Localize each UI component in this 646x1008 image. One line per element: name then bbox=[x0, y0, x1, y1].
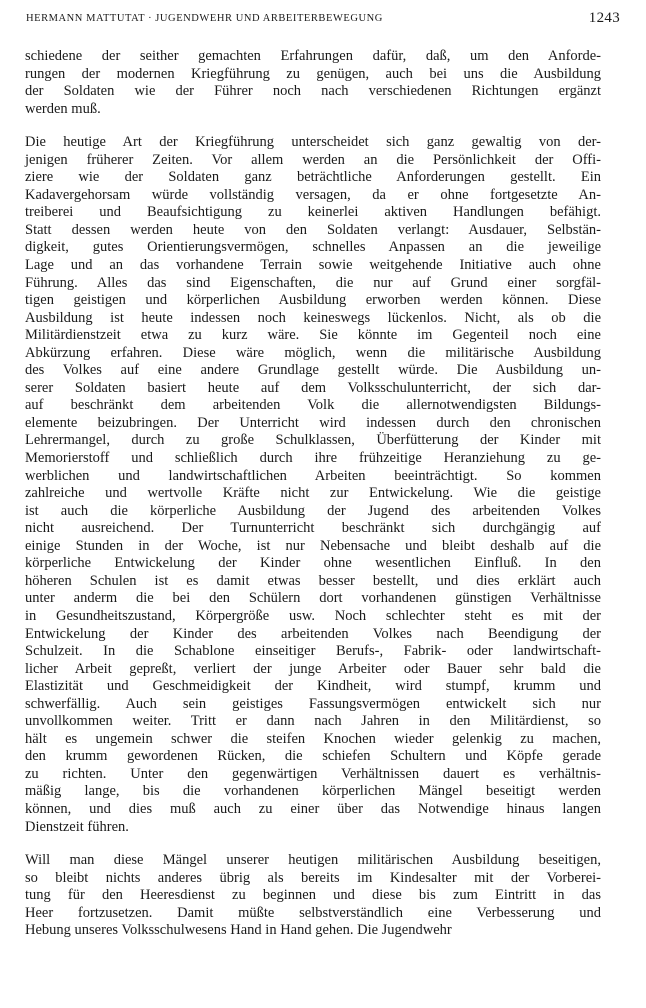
text-line: Militärdienstzeit etwa zu kurz wäre. Sie könnte im Gegenteil noch eine bbox=[25, 327, 601, 344]
text-line: Führung. Alles das sind Eigenschaften, die nur auf Grund einer sorgfäl- bbox=[25, 274, 601, 291]
text-line: Statt dessen werden heute von den Soldaten verlangt: Ausdauer, Selbstän- bbox=[25, 221, 601, 238]
text-line: Lehrermangel, durch zu große Schulklassen, Überfütterung der Kinder mit bbox=[25, 432, 601, 449]
text-line: einige Stunden in der Woche, ist nur Nebensache und bleibt deshalb auf die bbox=[25, 537, 601, 554]
text-line: jenigen früherer Zeiten. Vor allem werden an die Persönlichkeit der Offi- bbox=[25, 151, 601, 168]
text-line: so bleibt nichts anderes übrig als bereits im Kindesalter mit der Vorberei- bbox=[25, 869, 601, 886]
text-line: Will man diese Mängel unserer heutigen militärischen Ausbildung beseitigen, bbox=[25, 852, 601, 869]
text-line: hält es ungemein schwer die steifen Knochen wieder gelenkig zu machen, bbox=[25, 730, 601, 747]
text-line: ziere wie der Soldaten ganz beträchtliche Anforderungen gestellt. Ein bbox=[25, 169, 601, 186]
text-line: unvollkommen weiter. Tritt er dann nach Jahren in den Militärdienst, so bbox=[25, 713, 601, 730]
text-line: auf beschränkt dem arbeitenden Volk die allernotwendigsten Bildungs- bbox=[25, 397, 601, 414]
text-line: unter anderm die bei den Schülern dort vorhandenen günstigen Verhältnisse bbox=[25, 590, 601, 607]
text-line: werden muß. bbox=[25, 100, 101, 117]
text-line: Kadavergehorsam würde vollständig versagen, da er ohne fortgesetzte An- bbox=[25, 186, 601, 203]
paragraph bbox=[25, 48, 601, 118]
text-line: des Volkes auf eine andere Grundlage gestellt würde. Die Ausbildung un- bbox=[25, 362, 601, 379]
text-line: Die heutige Art der Kriegführung unterscheidet sich ganz gewaltig von der- bbox=[25, 134, 601, 151]
paragraph bbox=[25, 134, 601, 836]
text-line: licher Arbeit gepreßt, verliert der junge Arbeiter oder Bauer sehr bald die bbox=[25, 660, 601, 677]
text-line: Lage und an das vorhandene Terrain sowie weitgehende Initiative auch ohne bbox=[25, 257, 601, 274]
text-line: höheren Schulen ist es damit etwas besser bestellt, und dies erklärt auch bbox=[25, 572, 601, 589]
text-line: Dienstzeit führen. bbox=[25, 818, 129, 835]
text-line: nicht ausreichend. Der Turnunterricht beschränkt sich durchgängig auf bbox=[25, 520, 601, 537]
text-line: zu richten. Unter den gegenwärtigen Verhältnissen dauert es verhältnis- bbox=[25, 765, 601, 782]
text-line: schiedene der seither gemachten Erfahrungen dafür, daß, um den Anforde- bbox=[25, 48, 601, 64]
text-line: Entwickelung der Kinder des arbeitenden Volkes nach Beendigung der bbox=[25, 625, 601, 642]
text-line: Hebung unseres Volksschulwesens Hand in Hand gehen. Die Jugendwehr bbox=[25, 922, 452, 939]
text-line: den krumm gewordenen Rücken, die schiefen Schultern und Köpfe gerade bbox=[25, 748, 601, 765]
text-line: Heer fortzusetzen. Damit müßte selbstverständlich eine Verbesserung und bbox=[25, 904, 601, 921]
text-line: serer Soldaten basiert heute auf dem Volksschulunterricht, der sich dar- bbox=[25, 379, 601, 396]
running-title: HERMANN MATTUTAT · JUGENDWEHR UND ARBEITERBEWEGUNG bbox=[26, 13, 383, 24]
text-line: Elastizität und Geschmeidigkeit der Kindheit, wird stumpf, krumm und bbox=[25, 678, 601, 695]
paragraph bbox=[25, 852, 601, 940]
text-line: Abkürzung erfahren. Diese wäre möglich, wenn die militärische Ausbildung bbox=[25, 344, 601, 361]
text-line: mäßig lange, bis die vorhandenen körperlichen Mängel beseitigt werden bbox=[25, 783, 601, 800]
text-line: Memorierstoff und schließlich durch ihre frühzeitige Heranziehung zu ge- bbox=[25, 450, 601, 467]
running-head bbox=[26, 10, 620, 32]
text-line: können, und dies muß auch zu einer über das Notwendige hinaus langen bbox=[25, 800, 601, 817]
text-line: schwerfällig. Auch sein geistiges Fassungsvermögen entwickelt sich nur bbox=[25, 695, 601, 712]
text-line: treiberei und Beaufsichtigung zu keinerlei aktiven Handlungen befähigt. bbox=[25, 204, 601, 221]
text-line: tung für den Heeresdienst zu beginnen und diese bis zum Eintritt in das bbox=[25, 887, 601, 904]
text-line: Schulzeit. In die Schablone einseitiger Berufs-, Fabrik- oder landwirtschaft- bbox=[25, 643, 601, 660]
text-line: Ausbildung ist heute indessen noch keineswegs lückenlos. Nicht, als ob die bbox=[25, 309, 601, 326]
page-number: 1243 bbox=[588, 10, 620, 26]
text-line: ist auch die körperliche Ausbildung der Jugend des arbeitenden Volkes bbox=[25, 502, 601, 519]
text-line: zahlreiche und wertvolle Kräfte nicht zur Entwickelung. Wie die geistige bbox=[25, 485, 601, 502]
text-line: der Soldaten wie der Führer noch nach verschiedenen Richtungen ergänzt bbox=[25, 83, 601, 100]
text-line: körperliche Entwickelung der Kinder ohne wesentlichen Einfluß. In den bbox=[25, 555, 601, 572]
text-line: tigen geistigen und körperlichen Ausbildung erworben werden können. Diese bbox=[25, 292, 601, 309]
text-line: rungen der modernen Kriegführung zu genügen, auch bei uns die Ausbildung bbox=[25, 65, 601, 82]
text-line: werblichen und landwirtschaftlichen Arbeiten beeinträchtigt. So kommen bbox=[25, 467, 601, 484]
body-text bbox=[25, 48, 601, 956]
text-line: elemente beizubringen. Der Unterricht wird indessen durch den chronischen bbox=[25, 414, 601, 431]
text-line: digkeit, gutes Orientierungsvermögen, schnelles Anpassen an die jeweilige bbox=[25, 239, 601, 256]
text-line: in Gesundheitszustand, Körpergröße usw. Noch schlechter steht es mit der bbox=[25, 607, 601, 624]
